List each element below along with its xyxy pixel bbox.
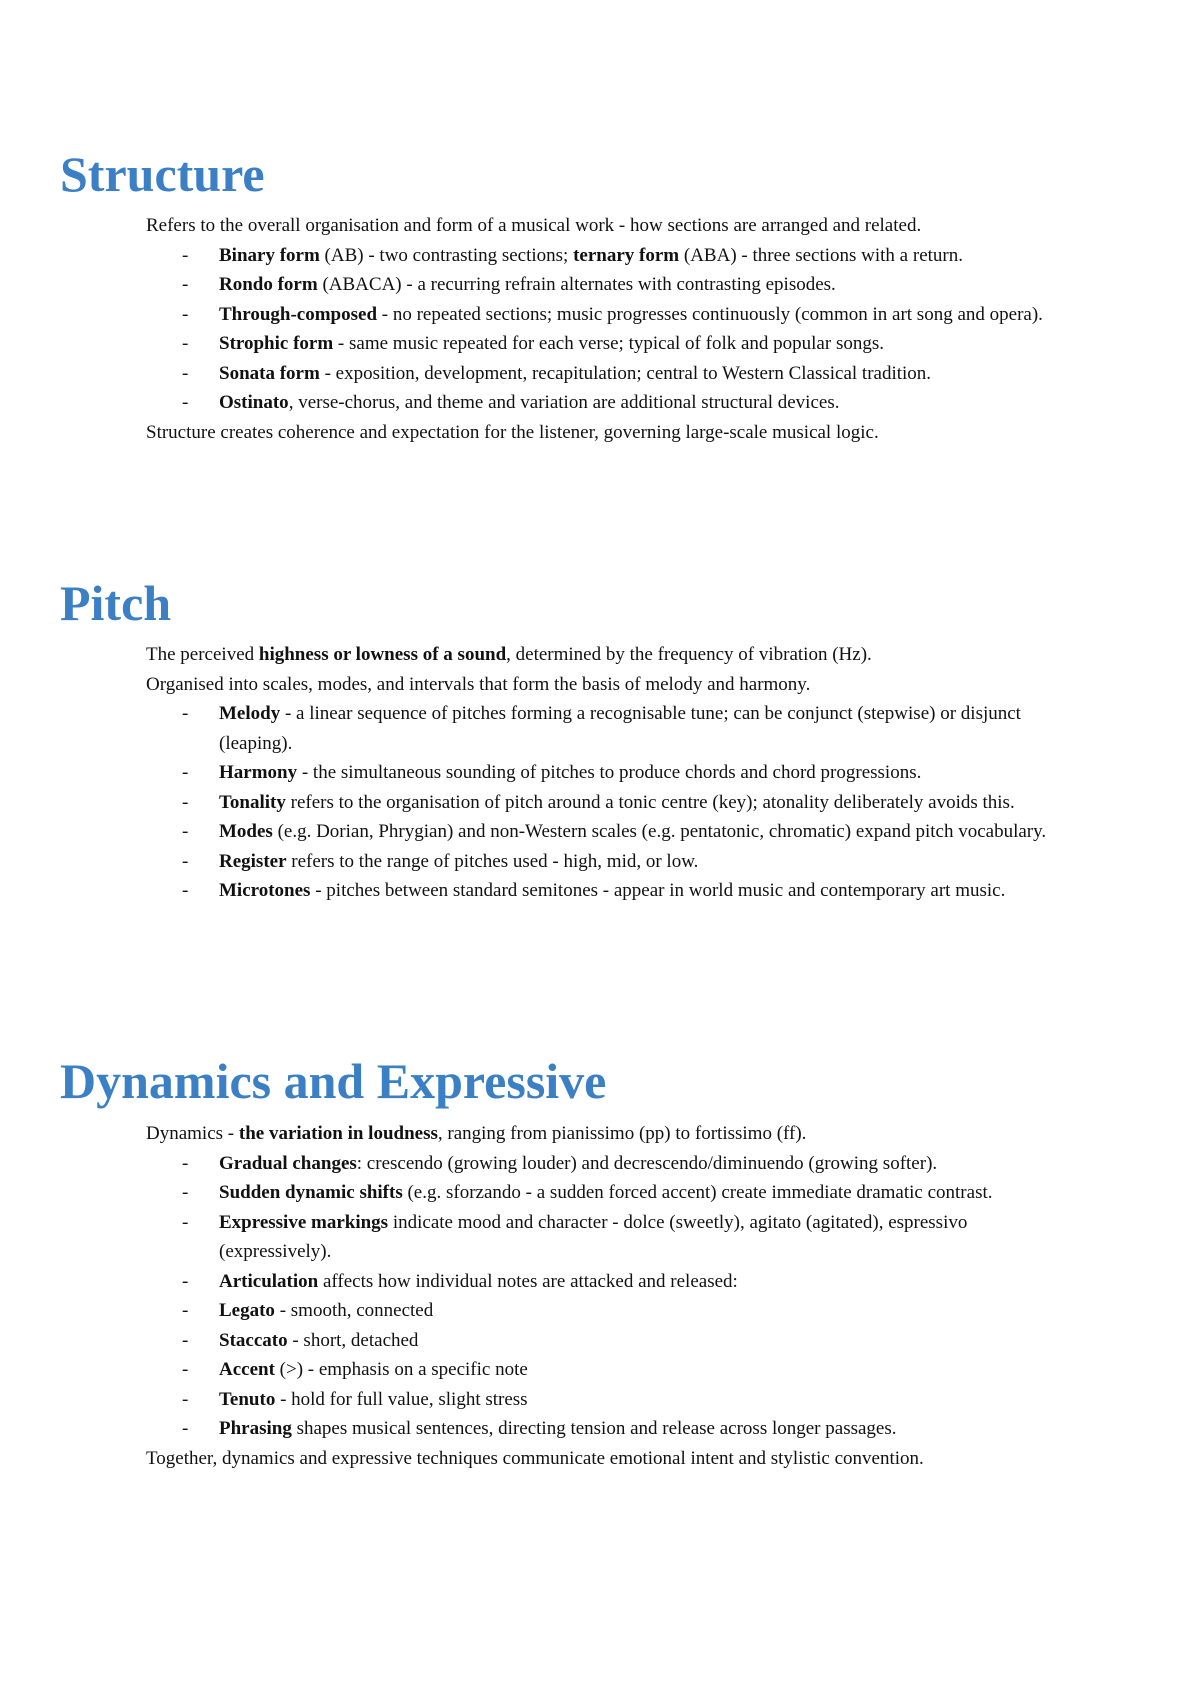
text-run: - the simultaneous sounding of pitches to produce chords and chord progressions. <box>297 762 922 783</box>
bold-term: Tonality <box>219 791 286 813</box>
text-run: - hold for full value, slight stress <box>275 1388 528 1410</box>
bold-term: Modes <box>219 821 273 842</box>
bold-term: Strophic form <box>219 333 334 354</box>
bold-term: Harmony <box>219 762 298 783</box>
section-heading-dynamics: Dynamics and Expressive <box>60 1053 607 1109</box>
dash-bullet-icon: - <box>182 880 189 901</box>
bold-term: Phrasing <box>219 1418 292 1439</box>
intro-paragraph <box>146 1119 1066 1149</box>
list-item <box>146 1296 1066 1326</box>
list-item <box>146 788 1066 818</box>
bold-term: Rondo form <box>219 274 318 295</box>
text-run: Organised into scales, modes, and intervals that form the basis of melody and harmony. <box>146 673 811 695</box>
dash-bullet-icon: - <box>182 850 189 872</box>
section-heading-pitch: Pitch <box>60 575 172 631</box>
text-run: - short, detached <box>287 1329 419 1351</box>
text-run: , ranging from pianissimo (pp) to fortissimo (ff). <box>437 1123 807 1144</box>
bold-term: Staccato <box>219 1329 288 1351</box>
text-run: shapes musical sentences, directing tension and release across longer passages. <box>291 1418 897 1439</box>
bold-term: Tenuto <box>219 1388 276 1410</box>
list-item <box>146 1267 1066 1297</box>
text-run: - a linear sequence of pitches forming a recognisable tune; can be conjunct (stepwise) or disjunct (leaping). <box>219 703 1021 754</box>
bullet-list <box>146 1149 1066 1444</box>
bold-term: Register <box>219 850 287 872</box>
dash-bullet-icon: - <box>182 821 189 842</box>
dash-bullet-icon: - <box>182 333 189 354</box>
list-item <box>146 1355 1066 1385</box>
dash-bullet-icon: - <box>182 244 189 266</box>
bold-term: Articulation <box>219 1270 319 1292</box>
intro-paragraph: Refers to the overall organisation and form of a musical work - how sections are arranged and related. <box>146 215 922 236</box>
dash-bullet-icon: - <box>182 1211 189 1233</box>
text-run: , verse-chorus, and theme and variation are additional structural devices. <box>288 392 840 413</box>
dash-bullet-icon: - <box>182 303 189 325</box>
text-run: - pitches between standard semitones - appear in world music and contemporary art music. <box>310 880 1006 901</box>
dash-bullet-icon: - <box>182 1359 189 1380</box>
dash-bullet-icon: - <box>182 1270 189 1292</box>
dash-bullet-icon: - <box>182 1182 189 1203</box>
text-run: refers to the organisation of pitch around a tonic centre (key); atonality deliberately avoids this. <box>285 791 1015 813</box>
text-run: - exposition, development, recapitulation; central to Western Classical tradition. <box>319 362 932 384</box>
bold-term: ternary form <box>573 244 680 266</box>
text-run: refers to the range of pitches used - high, mid, or low. <box>286 850 699 872</box>
list-item <box>146 1149 1066 1179</box>
text-run: (AB) - two contrasting sections; <box>319 244 574 266</box>
text-run: The perceived <box>146 644 259 665</box>
bold-term: Binary form <box>219 244 320 266</box>
dash-bullet-icon: - <box>182 274 189 295</box>
bold-term: Accent <box>219 1359 275 1380</box>
bold-term: Microtones <box>219 880 311 901</box>
list-item <box>146 1208 1066 1267</box>
text-run: (e.g. sforzando - a sudden forced accent) create immediate dramatic contrast. <box>402 1182 993 1203</box>
section-heading-structure: Structure <box>60 146 265 202</box>
closing-paragraph: Structure creates coherence and expectation for the listener, governing large-scale musical logic. <box>146 421 879 443</box>
dash-bullet-icon: - <box>182 1152 189 1174</box>
text-run: (e.g. Dorian, Phrygian) and non-Western scales (e.g. pentatonic, chromatic) expand pitch vocabulary. <box>272 821 1047 842</box>
list-item <box>146 1326 1066 1356</box>
bold-term: Ostinato <box>219 392 289 413</box>
bold-term: Sonata form <box>219 362 320 384</box>
list-item <box>146 300 1066 330</box>
list-item <box>146 359 1066 389</box>
text-run: , determined by the frequency of vibration (Hz). <box>506 644 872 665</box>
dash-bullet-icon: - <box>182 1300 189 1321</box>
intro-paragraph <box>146 670 1066 700</box>
text-run: indicate mood and character - dolce (sweetly), agitato (agitated), espressivo (expressively). <box>219 1211 968 1262</box>
section-body-structure <box>146 211 1066 447</box>
list-item <box>146 1385 1066 1415</box>
dash-bullet-icon: - <box>182 1418 189 1439</box>
list-item <box>146 329 1066 359</box>
list-item <box>146 1178 1066 1208</box>
list-item <box>146 1414 1066 1444</box>
dash-bullet-icon: - <box>182 392 189 413</box>
list-item <box>146 817 1066 847</box>
bold-term: Expressive markings <box>219 1211 389 1233</box>
text-run: - no repeated sections; music progresses continuously (common in art song and opera). <box>377 303 1043 325</box>
list-item <box>146 241 1066 271</box>
dash-bullet-icon: - <box>182 1329 189 1351</box>
bold-term: Gradual changes <box>219 1152 357 1174</box>
text-run: (ABA) - three sections with a return. <box>679 244 963 266</box>
list-item <box>146 847 1066 877</box>
intro-paragraph <box>146 640 1066 670</box>
dash-bullet-icon: - <box>182 1388 189 1410</box>
list-item <box>146 699 1066 758</box>
bold-term: Legato <box>219 1300 275 1321</box>
list-item <box>146 876 1066 906</box>
bold-term: Sudden dynamic shifts <box>219 1182 403 1203</box>
section-body-dynamics <box>146 1119 1066 1473</box>
text-run: affects how individual notes are attacked and released: <box>318 1270 738 1292</box>
bullet-list <box>146 699 1066 906</box>
text-run: : crescendo (growing louder) and decrescendo/diminuendo (growing softer). <box>356 1152 938 1174</box>
closing-paragraph: Together, dynamics and expressive techniques communicate emotional intent and stylistic convention. <box>146 1447 924 1469</box>
list-item <box>146 388 1066 418</box>
list-item <box>146 270 1066 300</box>
bullet-list <box>146 241 1066 418</box>
text-run: (ABACA) - a recurring refrain alternates with contrasting episodes. <box>317 274 836 295</box>
text-run: (>) - emphasis on a specific note <box>274 1359 528 1380</box>
dash-bullet-icon: - <box>182 362 189 384</box>
text-run: Dynamics - <box>146 1123 239 1144</box>
dash-bullet-icon: - <box>182 703 189 724</box>
bold-term: the variation in loudness <box>238 1123 438 1144</box>
bold-term: Melody <box>219 703 281 724</box>
bold-term: Through-composed <box>219 303 378 325</box>
text-run: - smooth, connected <box>274 1300 434 1321</box>
section-body-pitch <box>146 640 1066 906</box>
bold-term: highness or lowness of a sound <box>258 644 507 665</box>
dash-bullet-icon: - <box>182 762 189 783</box>
list-item <box>146 758 1066 788</box>
dash-bullet-icon: - <box>182 791 189 813</box>
text-run: - same music repeated for each verse; typical of folk and popular songs. <box>333 333 884 354</box>
